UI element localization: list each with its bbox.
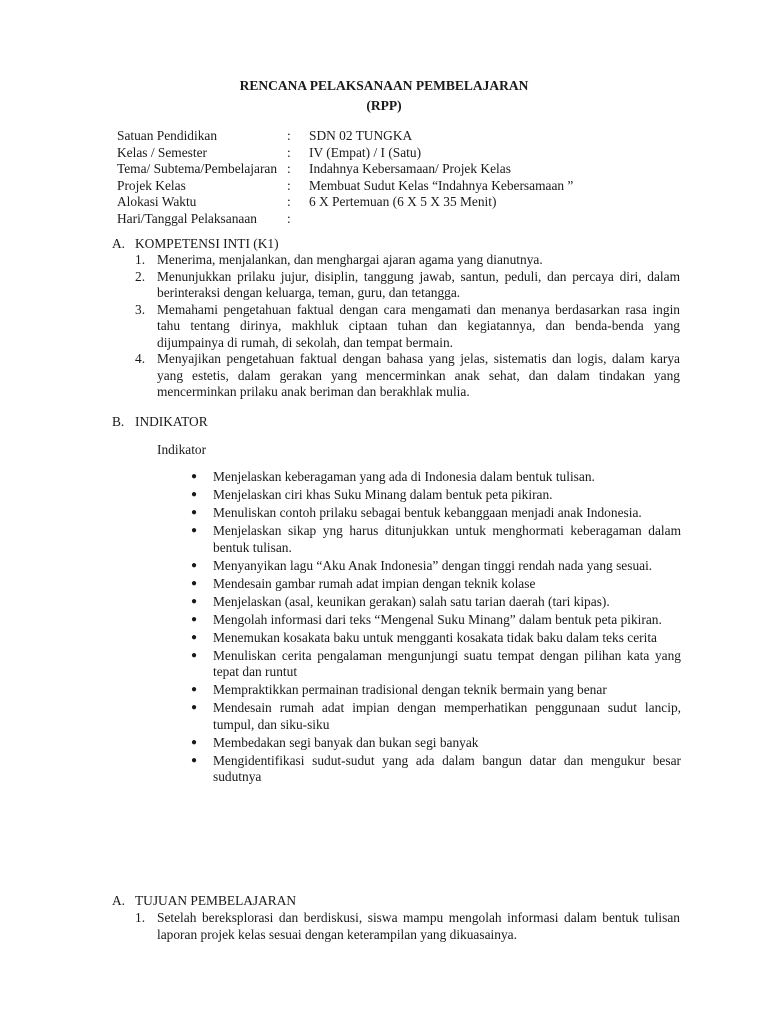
bullet-text: Menjelaskan ciri khas Suku Minang dalam bentuk peta pikiran.: [213, 487, 553, 502]
bullet-item: [191, 682, 681, 699]
indikator-sublabel: Indikator: [157, 442, 207, 457]
identity-colon: :: [287, 194, 291, 210]
identity-row: [117, 211, 573, 228]
bullet-item: [191, 558, 681, 575]
identity-row: [117, 178, 573, 195]
document-title: [0, 76, 768, 116]
bullet-item: [191, 576, 681, 593]
list-item: [135, 910, 680, 943]
bullet-icon: ●: [191, 736, 198, 748]
bullet-text: Mempraktikkan permainan tradisional dengan teknik bermain yang benar: [213, 682, 607, 697]
identity-row: [117, 161, 573, 178]
tujuan-list: [135, 910, 680, 943]
item-text: Menerima, menjalankan, dan menghargai ajaran agama yang dianutnya.: [157, 252, 543, 267]
identity-value: Indahnya Kebersamaan/ Projek Kelas: [309, 161, 511, 177]
bullet-icon: ●: [191, 702, 198, 713]
item-text: Menunjukkan prilaku jujur, disiplin, tanggung jawab, santun, peduli, dan percaya diri, dalam berinteraksi dengan keluarga, teman, guru, dan tetangga.: [157, 268, 680, 300]
section-heading-text: TUJUAN PEMBELAJARAN: [135, 893, 297, 908]
bullet-text: Menjelaskan (asal, keunikan gerakan) salah satu tarian daerah (tari kipas).: [213, 593, 610, 609]
section-heading-text: INDIKATOR: [135, 414, 208, 429]
identity-colon: :: [287, 210, 291, 226]
section-letter: A.: [112, 236, 126, 251]
bullet-item: [191, 700, 681, 733]
bullet-item: [191, 612, 681, 629]
title-line-1: RENCANA PELAKSANAAN PEMBELAJARAN: [239, 78, 529, 93]
bullet-item: [191, 469, 681, 486]
identity-label: Alokasi Waktu: [117, 194, 197, 210]
item-number: 1.: [135, 252, 146, 267]
bullet-icon: ●: [191, 577, 198, 589]
identity-row: [117, 194, 573, 211]
identity-value: 6 X Pertemuan (6 X 5 X 35 Menit): [309, 194, 497, 210]
identity-colon: :: [287, 177, 291, 193]
identity-colon: :: [287, 128, 291, 143]
bullet-item: [191, 735, 681, 752]
bullet-text: Menyanyikan lagu “Aku Anak Indonesia” dengan tinggi rendah nada yang sesuai.: [213, 557, 653, 573]
indikator-bullet-list: [191, 469, 681, 787]
bullet-icon: ●: [191, 489, 198, 500]
bullet-item: [191, 505, 681, 522]
bullet-item: [191, 523, 681, 556]
bullet-icon: ●: [191, 631, 198, 643]
list-item: [135, 252, 680, 269]
bullet-icon: ●: [191, 649, 198, 661]
section-heading-indikator: [112, 414, 208, 431]
identity-row: [117, 145, 573, 162]
identity-label: Projek Kelas: [117, 177, 186, 193]
identity-label: Tema/ Subtema/Pembelajaran: [117, 161, 278, 177]
bullet-text: Mengidentifikasi sudut-sudut yang ada dalam bangun datar dan mengukur besar sudutnya: [213, 752, 681, 784]
item-number: 1.: [135, 910, 146, 925]
item-text: Setelah bereksplorasi dan berdiskusi, siswa mampu mengolah informasi dalam bentuk tulisan laporan projek kelas sesuai dengan keterampilan yang dikuasainya.: [157, 910, 680, 942]
item-number: 4.: [135, 351, 146, 366]
bullet-item: [191, 648, 681, 681]
bullet-text: Menemukan kosakata baku untuk mengganti kosakata tidak baku dalam teks cerita: [213, 629, 657, 645]
list-item: [135, 302, 680, 352]
section-letter: A.: [112, 893, 126, 908]
bullet-icon: ●: [191, 559, 198, 571]
section-heading-text: KOMPETENSI INTI (K1): [135, 236, 279, 251]
bullet-text: Menuliskan contoh prilaku sebagai bentuk kebanggaan menjadi anak Indonesia.: [213, 505, 642, 520]
identity-row: [117, 128, 573, 145]
bullet-icon: ●: [191, 507, 198, 518]
item-text: Menyajikan pengetahuan faktual dengan bahasa yang jelas, sistematis dan logis, dalam karya yang estetis, dalam gerakan yang mencerminkan anak sehat, dan dalam tindakan yang mencerminkan prilaku anak beriman dan berakhlak mulia.: [157, 351, 680, 399]
bullet-text: Mendesain rumah adat impian dengan memperhatikan penggunaan sudut lancip, tumpul, dan siku-siku: [213, 700, 681, 732]
section-letter: B.: [112, 414, 125, 429]
identity-value: IV (Empat) / I (Satu): [309, 144, 422, 160]
bullet-icon: ●: [191, 525, 198, 536]
item-number: 2.: [135, 268, 146, 284]
identity-value: SDN 02 TUNGKA: [309, 128, 413, 143]
identity-colon: :: [287, 144, 291, 160]
item-number: 3.: [135, 301, 146, 317]
list-item: [135, 269, 680, 302]
bullet-text: Mendesain gambar rumah adat impian dengan teknik kolase: [213, 575, 536, 591]
section-heading-tujuan: [112, 893, 296, 910]
identity-table: [117, 128, 573, 228]
bullet-icon: ●: [191, 613, 198, 625]
bullet-item: [191, 753, 681, 786]
list-item: [135, 351, 680, 401]
bullet-item: [191, 630, 681, 647]
bullet-icon: ●: [191, 684, 198, 695]
title-line-2: (RPP): [366, 98, 402, 113]
bullet-icon: ●: [191, 595, 198, 607]
section-heading-kompetensi: [112, 236, 279, 253]
bullet-item: [191, 487, 681, 504]
bullet-text: Membedakan segi banyak dan bukan segi banyak: [213, 734, 479, 750]
bullet-text: Menuliskan cerita pengalaman mengunjungi suatu tempat dengan pilihan kata yang tepat dan runtut: [213, 647, 681, 679]
bullet-icon: ●: [191, 754, 198, 766]
identity-value: Membuat Sudut Kelas “Indahnya Kebersamaan ”: [309, 177, 574, 193]
kompetensi-list: [135, 252, 680, 401]
bullet-item: [191, 594, 681, 611]
identity-label: Hari/Tanggal Pelaksanaan: [117, 210, 257, 226]
bullet-icon: ●: [191, 471, 198, 482]
identity-colon: :: [287, 161, 291, 177]
identity-label: Satuan Pendidikan: [117, 128, 218, 143]
bullet-text: Menjelaskan sikap yng harus ditunjukkan untuk menghormati keberagaman dalam bentuk tulisan.: [213, 523, 681, 555]
bullet-text: Mengolah informasi dari teks “Mengenal Suku Minang” dalam bentuk peta pikiran.: [213, 611, 662, 627]
bullet-text: Menjelaskan keberagaman yang ada di Indonesia dalam bentuk tulisan.: [213, 469, 595, 484]
item-text: Memahami pengetahuan faktual dengan cara mengamati dan menanya berdasarkan rasa ingin tahu tentang dirinya, makhluk ciptaan tuhan dan kegiatannya, dan benda-benda yang dijumpainya di rumah, di sekolah, dan tempat bermain.: [157, 301, 680, 350]
identity-label: Kelas / Semester: [117, 144, 207, 160]
